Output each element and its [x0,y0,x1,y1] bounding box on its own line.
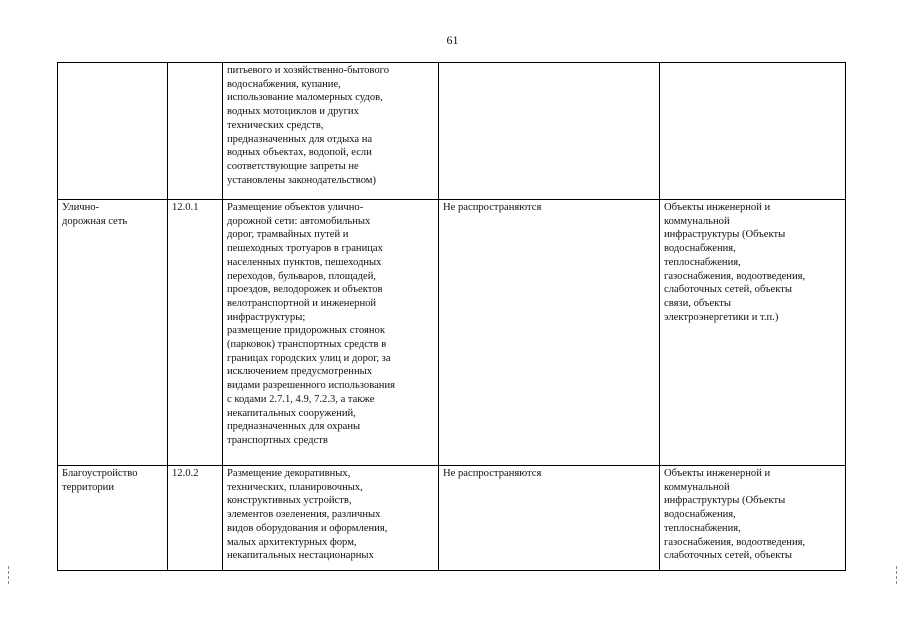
cell-line: населенных пунктов, пешеходных [227,256,382,268]
cell-line: водоснабжения, [664,509,736,521]
cell-line: соответствующие запреты не [227,160,359,172]
cell-line: Объекты инженерной и [664,202,771,213]
infra-cell [660,200,846,466]
cell-line: малых архитектурных форм, [227,536,357,548]
cell-line: Благоустройство [62,468,138,479]
infra-cell [660,63,846,200]
cell-line: конструктивных устройств, [227,495,352,507]
code-cell [168,63,223,200]
description-cell [223,63,439,200]
cell-line: предназначенных для охраны [227,421,361,433]
cell-line: предназначенных для отдыха на [227,133,373,145]
cell-line: инфраструктуры; [227,311,306,323]
scan-margin-mark-right [896,566,898,584]
cell-line: (парковок) транспортных средств в [227,339,387,351]
name-cell [58,466,168,571]
cell-line: связи, объекты [664,297,731,309]
cell-line: технических средств, [227,119,324,131]
cell-line: некапитальных нестационарных [227,550,374,562]
cell-line: водоснабжения, [664,243,736,255]
cell-line: дорожной сети: автомобильных [227,215,371,227]
cell-line: инфраструктуры (Объекты [664,229,786,241]
table-row [58,63,846,200]
table-row [58,200,846,466]
zoning-table [57,62,846,571]
cell-line: водоснабжения, купание, [227,78,341,90]
cell-line: Улично- [62,202,100,213]
params-cell: Не распространяются [439,200,660,466]
cell-line: электроэнергетики и т.п.) [664,311,779,323]
cell-line: элементов озеленения, различных [227,509,381,521]
cell-line: велотранспортной и инженерной [227,297,377,309]
cell-line: исключением предусмотренных [227,366,373,378]
cell-line: размещение придорожных стоянок [227,325,385,337]
cell-line: питьевого и хозяйственно-бытового [227,65,390,76]
cell-line: слаботочных сетей, объекты [664,284,792,296]
cell-line: транспортных средств [227,434,328,446]
cell-line: границах городских улиц и дорог, за [227,352,391,364]
cell-line: газоснабжения, водоотведения, [664,270,806,282]
cell-line: переходов, бульваров, площадей, [227,270,377,282]
params-cell: Не распространяются [439,466,660,571]
cell-line: Объекты инженерной и [664,468,771,479]
description-cell [223,200,439,466]
cell-line: видов оборудования и оформления, [227,522,388,534]
cell-line: газоснабжения, водоотведения, [664,536,806,548]
cell-line: коммунальной [664,215,730,227]
infra-cell [660,466,846,571]
cell-line: проездов, велодорожек и объектов [227,284,383,296]
code-cell: 12.0.1 [168,200,223,466]
cell-line: дорог, трамвайных путей и [227,229,349,241]
code-cell: 12.0.2 [168,466,223,571]
cell-line: водных объектах, водопой, если [227,147,372,159]
cell-line: коммунальной [664,481,730,493]
page-number: 61 [446,33,459,47]
cell-line: использование маломерных судов, [227,92,383,104]
cell-line: видами разрешенного использования [227,380,395,392]
cell-line: теплоснабжения, [664,256,741,268]
name-cell [58,63,168,200]
scan-margin-mark-left [8,566,10,584]
cell-line: водных мотоциклов и других [227,106,359,118]
table-row [58,466,846,571]
cell-line: дорожная сеть [62,215,128,227]
cell-line: теплоснабжения, [664,522,741,534]
cell-line: технических, планировочных, [227,481,363,493]
cell-line: Размещение декоративных, [227,468,351,479]
cell-line: территории [62,481,115,493]
cell-line: с кодами 2.7.1, 4.9, 7.2.3, а также [227,393,375,405]
params-cell [439,63,660,200]
cell-line: пешеходных тротуаров в границах [227,243,383,255]
description-cell [223,466,439,571]
cell-line: установлены законодательством) [227,174,377,186]
cell-line: Размещение объектов улично- [227,202,364,213]
cell-line: некапитальных сооружений, [227,407,356,419]
cell-line: слаботочных сетей, объекты [664,550,792,562]
name-cell [58,200,168,466]
cell-line: инфраструктуры (Объекты [664,495,786,507]
